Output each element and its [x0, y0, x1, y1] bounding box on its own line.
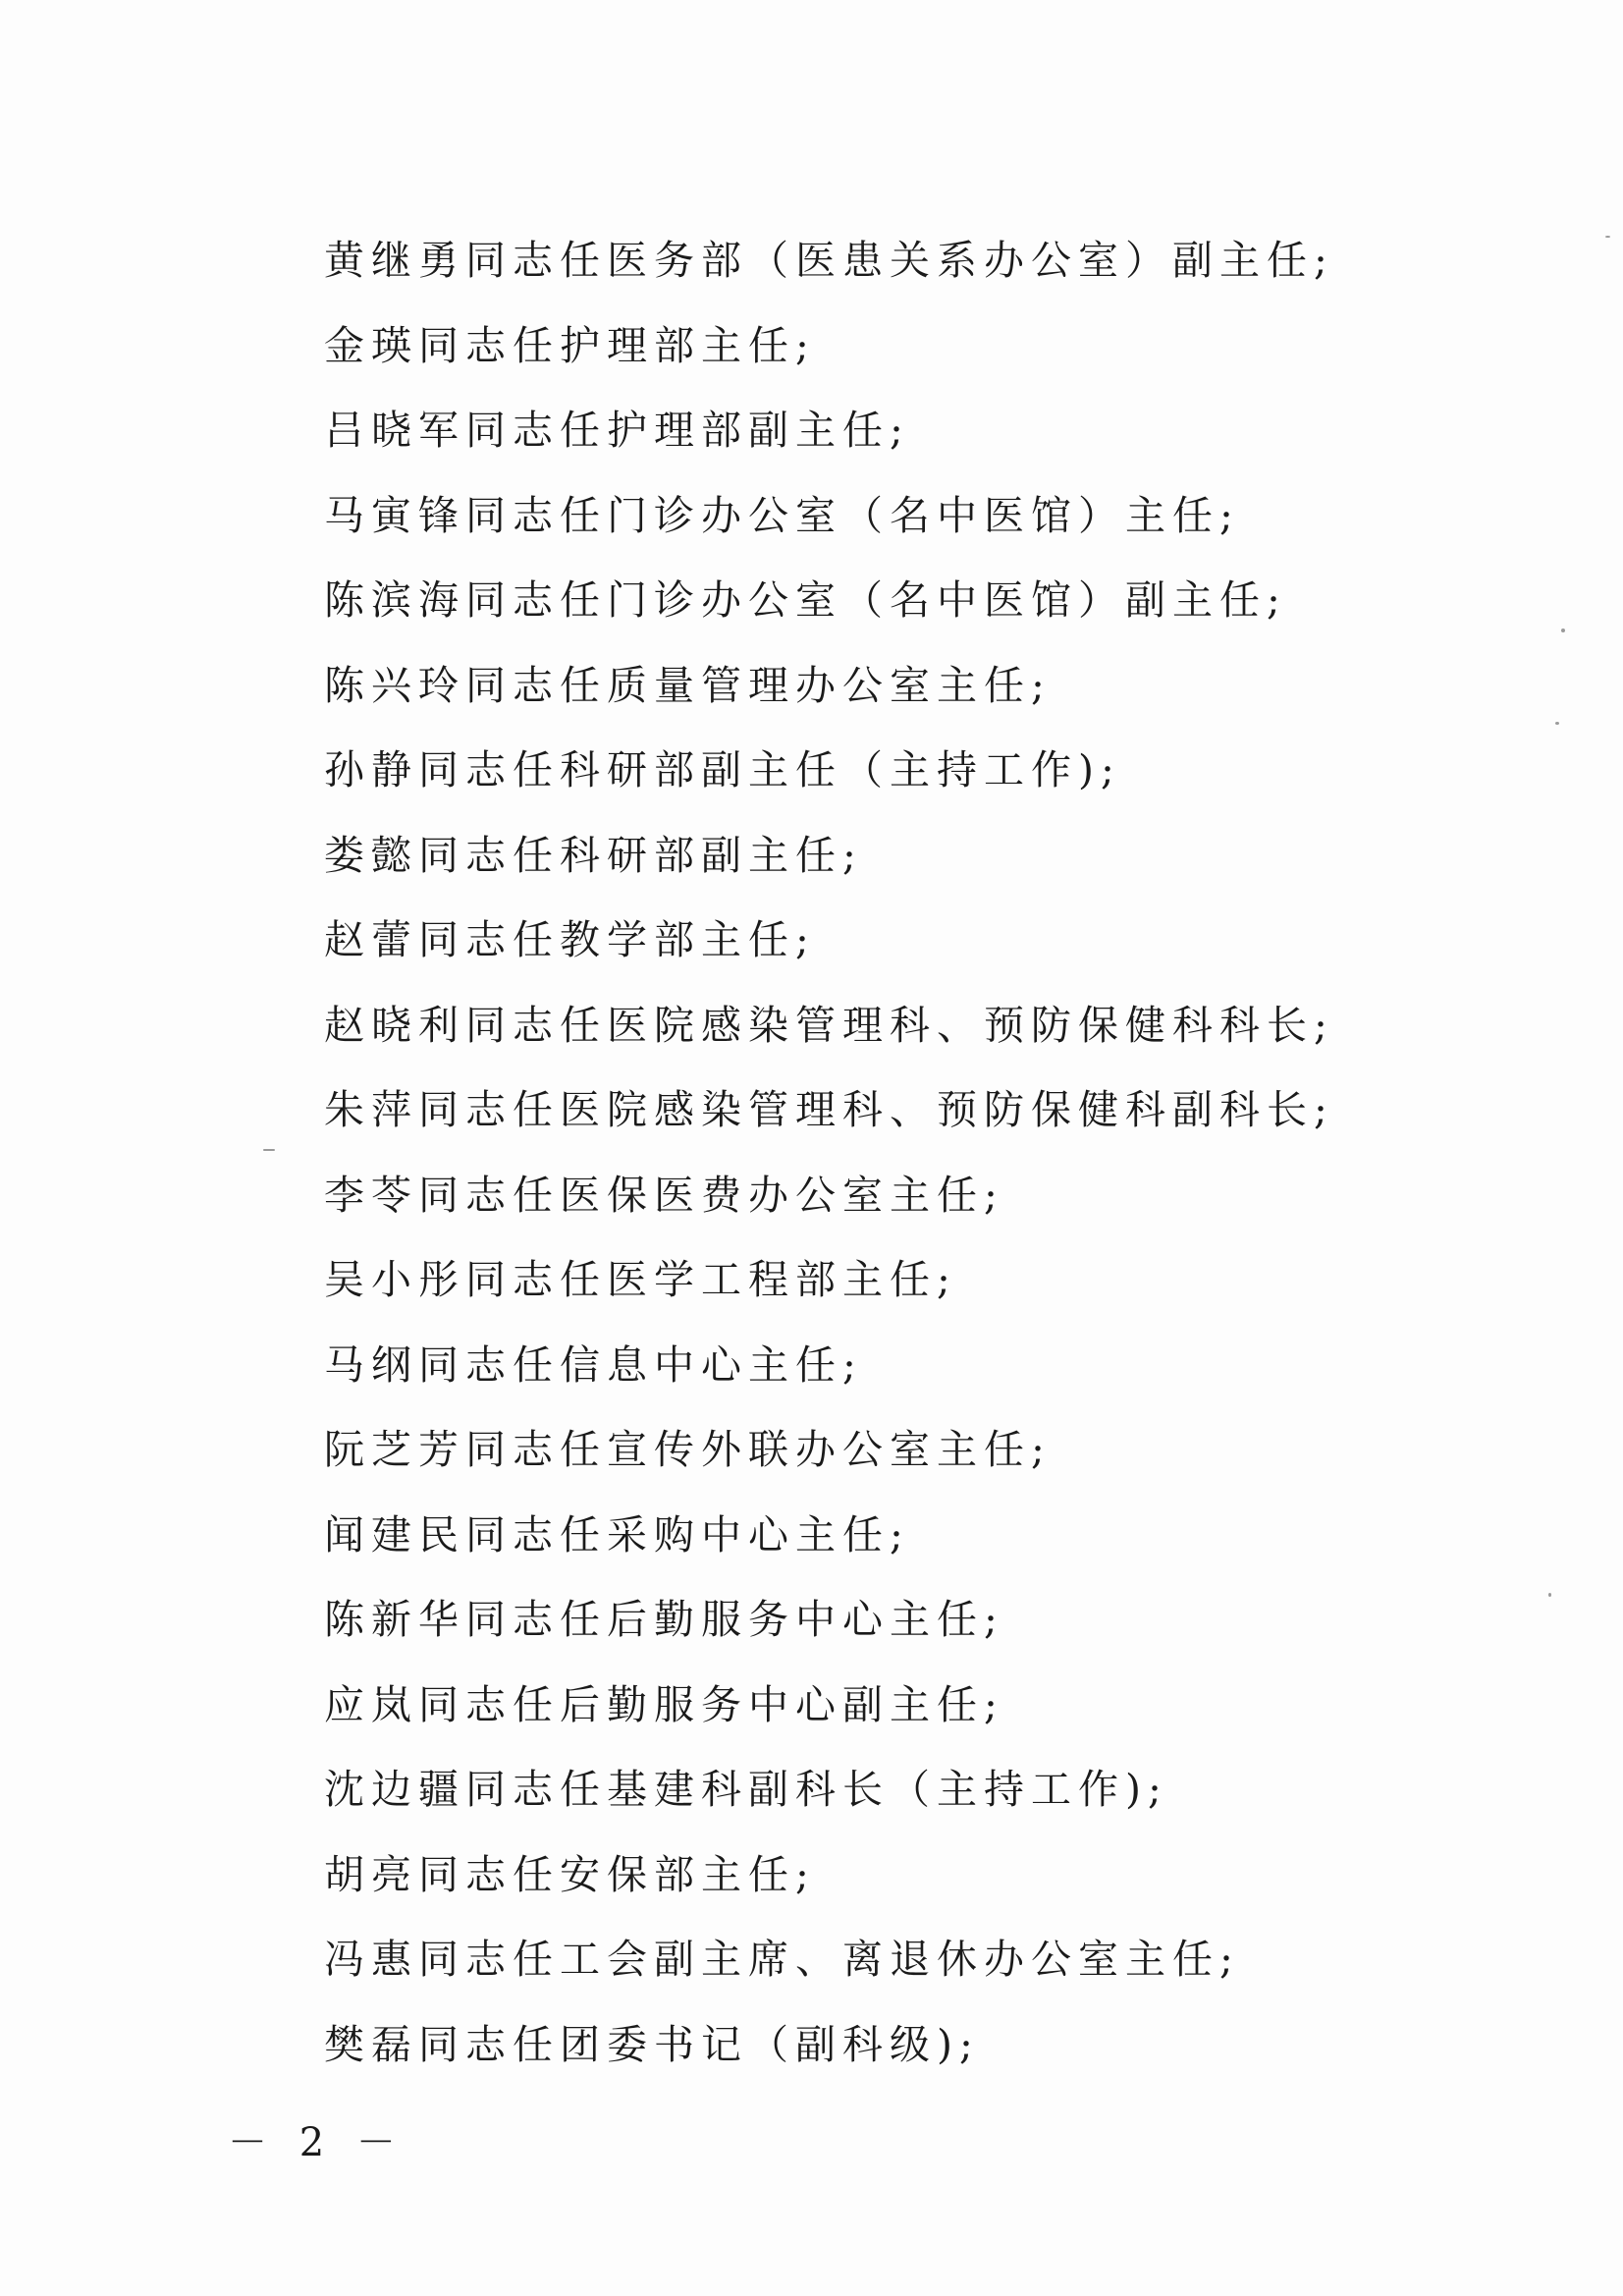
scan-speck [1561, 629, 1565, 632]
scan-speck [1548, 1593, 1551, 1597]
appointment-line: 胡亮同志任安保部主任; [324, 1850, 816, 1898]
appointment-line: 黄继勇同志任医务部（医患关系办公室）副主任; [324, 237, 1334, 284]
appointment-line: 赵蕾同志任教学部主任; [324, 916, 816, 963]
appointment-line: 陈兴玲同志任质量管理办公室主任; [324, 661, 1052, 709]
appointment-line: 陈新华同志任后勤服务中心主任; [324, 1596, 1004, 1643]
appointment-line: 朱萍同志任医院感染管理科、预防保健科副科长; [324, 1086, 1334, 1133]
page-number: － 2 － [228, 2120, 406, 2165]
appointment-line: 金瑛同志任护理部主任; [324, 321, 816, 369]
appointment-line: 马纲同志任信息中心主任; [324, 1340, 863, 1389]
appointment-line: 应岚同志任后勤服务中心副主任; [324, 1680, 1004, 1728]
appointment-line: 吕晓军同志任护理部副主任; [324, 407, 910, 454]
appointment-line: 阮芝芳同志任宣传外联办公室主任; [324, 1426, 1052, 1473]
appointment-line: 李苓同志任医保医费办公室主任; [324, 1171, 1004, 1219]
scan-speck [1605, 236, 1610, 238]
appointment-list [324, 218, 1334, 2087]
appointment-line: 赵晓利同志任医院感染管理科、预防保健科科长; [324, 1001, 1334, 1049]
appointment-line: 沈边疆同志任基建科副科长（主持工作); [324, 1766, 1168, 1813]
appointment-line: 吴小彤同志任医学工程部主任; [324, 1256, 957, 1303]
appointment-line: 樊磊同志任团委书记（副科级); [324, 2020, 980, 2068]
appointment-line: 马寅锋同志任门诊办公室（名中医馆）主任; [324, 491, 1240, 539]
appointment-line: 冯惠同志任工会副主席、离退休办公室主任; [324, 1936, 1240, 1983]
appointment-line: 闻建民同志任采购中心主任; [324, 1510, 910, 1558]
appointment-line: 陈滨海同志任门诊办公室（名中医馆）副主任; [324, 576, 1287, 624]
appointment-line: 娄懿同志任科研部副主任; [324, 831, 863, 879]
scan-speck [263, 1149, 275, 1151]
appointment-line: 孙静同志任科研部副主任（主持工作); [324, 746, 1121, 793]
scan-speck [1555, 722, 1559, 725]
